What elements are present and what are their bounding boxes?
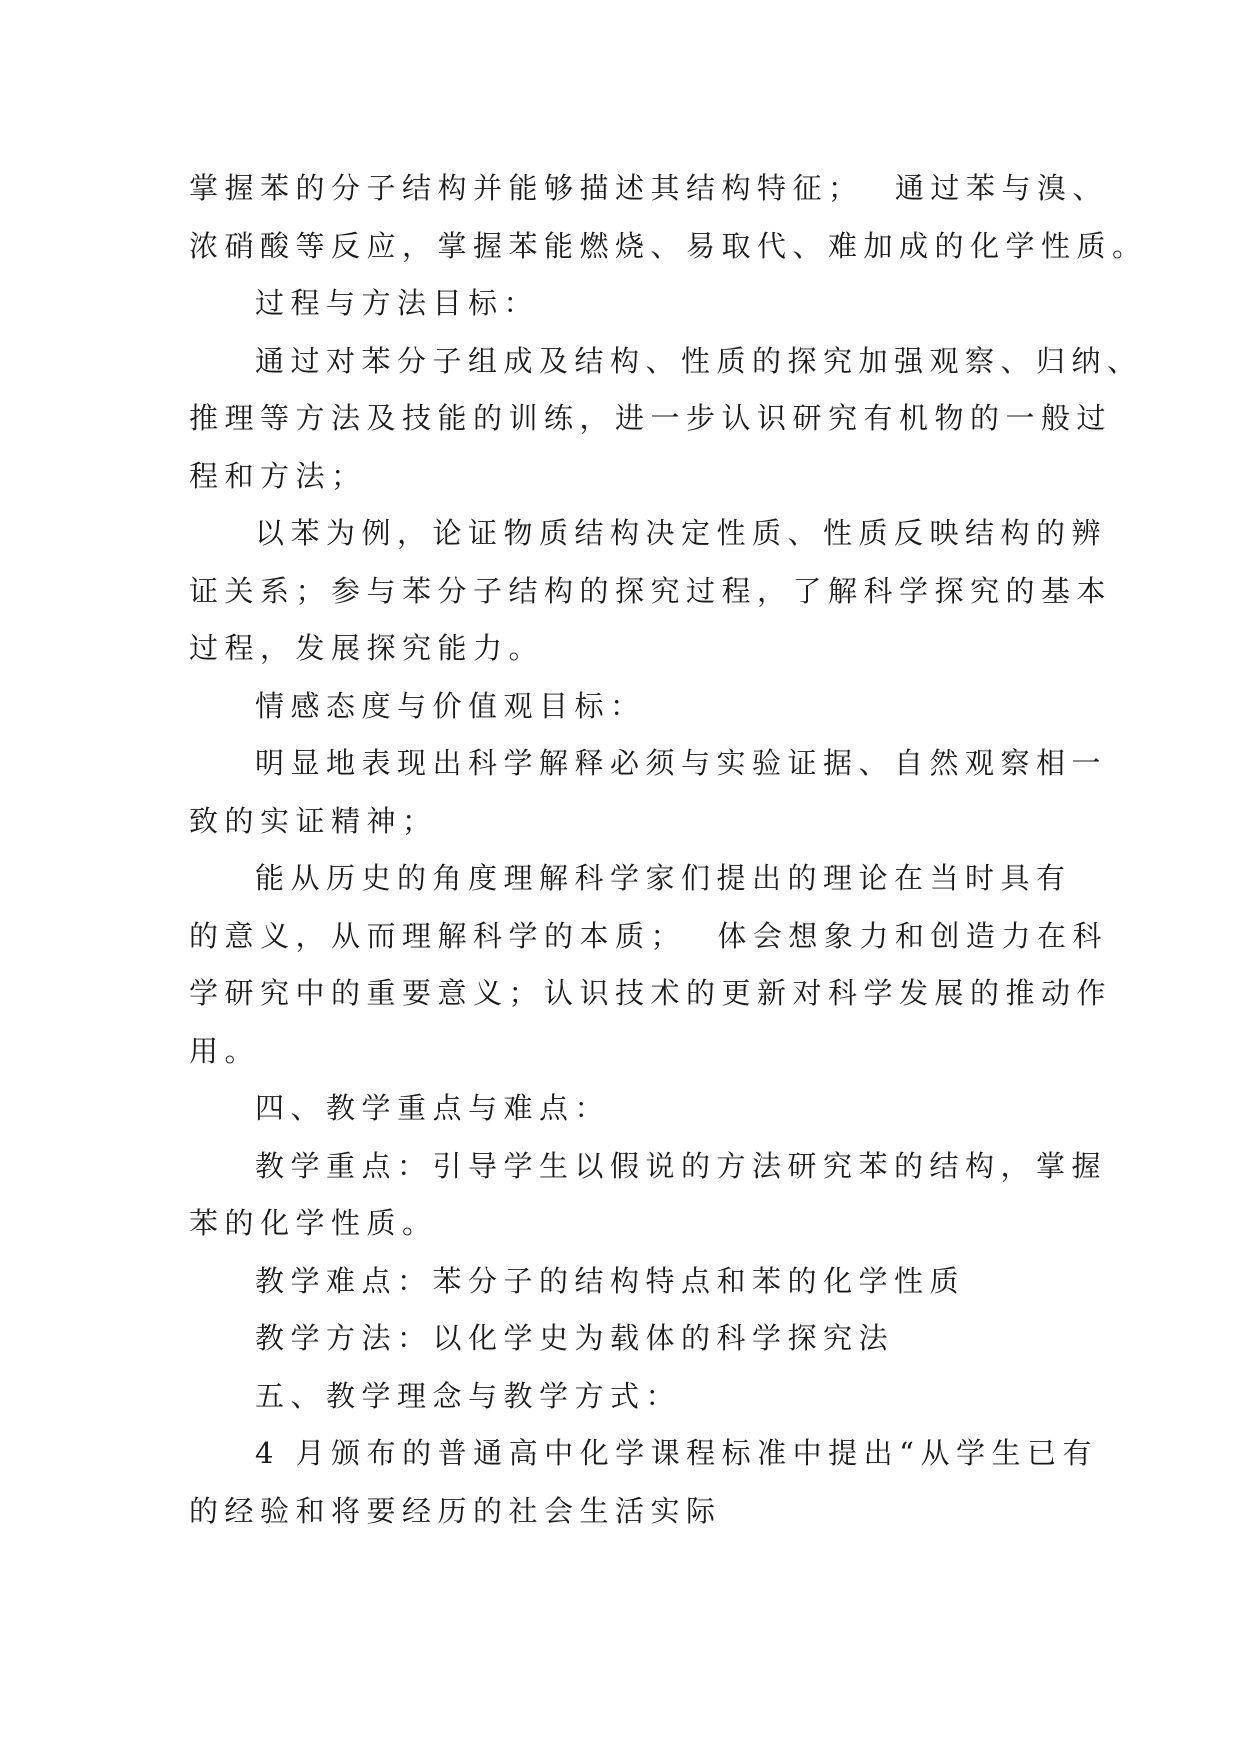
text-line: 教学方法：以化学史为载体的科学探究法 bbox=[255, 1321, 895, 1355]
text-line: 证关系；参与苯分子结构的探究过程，了解科学探究的基本 bbox=[189, 573, 1113, 608]
text-line: 掌握苯的分子结构并能够描述其结构特征； 通过苯与溴、 bbox=[189, 171, 1108, 205]
text-line: 教学重点：引导学生以假说的方法研究苯的结构，掌握 bbox=[255, 1148, 1108, 1183]
text-line: 过程，发展探究能力。 bbox=[189, 631, 545, 665]
text-line: 过程与方法目标： bbox=[255, 286, 540, 320]
text-line: 推理等方法及技能的训练，进一步认识研究有机物的一般过 bbox=[189, 401, 1113, 435]
document-body bbox=[189, 160, 1148, 1540]
text-line: 学研究中的重要意义；认识技术的更新对科学发展的推动作 bbox=[189, 976, 1113, 1010]
text-line: 的意义，从而理解科学的本质； 体会想象力和创造力在科 bbox=[189, 918, 1108, 953]
text-line: 明显地表现出科学解释必须与实验证据、自然观察相一 bbox=[255, 746, 1108, 780]
text-line: 教学难点：苯分子的结构特点和苯的化学性质 bbox=[255, 1263, 966, 1298]
text-line: 4 月颁布的普通高中化学课程标准中提出“从学生已有 bbox=[255, 1436, 1098, 1470]
text-line: 四、教学重点与难点： bbox=[255, 1091, 611, 1125]
text-line: 五、教学理念与教学方式： bbox=[255, 1378, 682, 1413]
text-line: 致的实证精神； bbox=[189, 803, 438, 838]
text-line: 浓硝酸等反应，掌握苯能燃烧、易取代、难加成的化学性质。 bbox=[189, 228, 1148, 263]
text-line: 用。 bbox=[189, 1033, 261, 1068]
text-line: 苯的化学性质。 bbox=[189, 1206, 438, 1240]
text-line: 能从历史的角度理解科学家们提出的理论在当时具有 bbox=[255, 861, 1072, 895]
text-line: 通过对苯分子组成及结构、性质的探究加强观察、归纳、 bbox=[255, 343, 1143, 378]
text-line: 情感态度与价值观目标： bbox=[255, 688, 646, 723]
text-line: 程和方法； bbox=[189, 458, 367, 493]
text-line: 以苯为例，论证物质结构决定性质、性质反映结构的辨 bbox=[255, 516, 1108, 550]
text-line: 的经验和将要经历的社会生活实际 bbox=[189, 1493, 722, 1528]
